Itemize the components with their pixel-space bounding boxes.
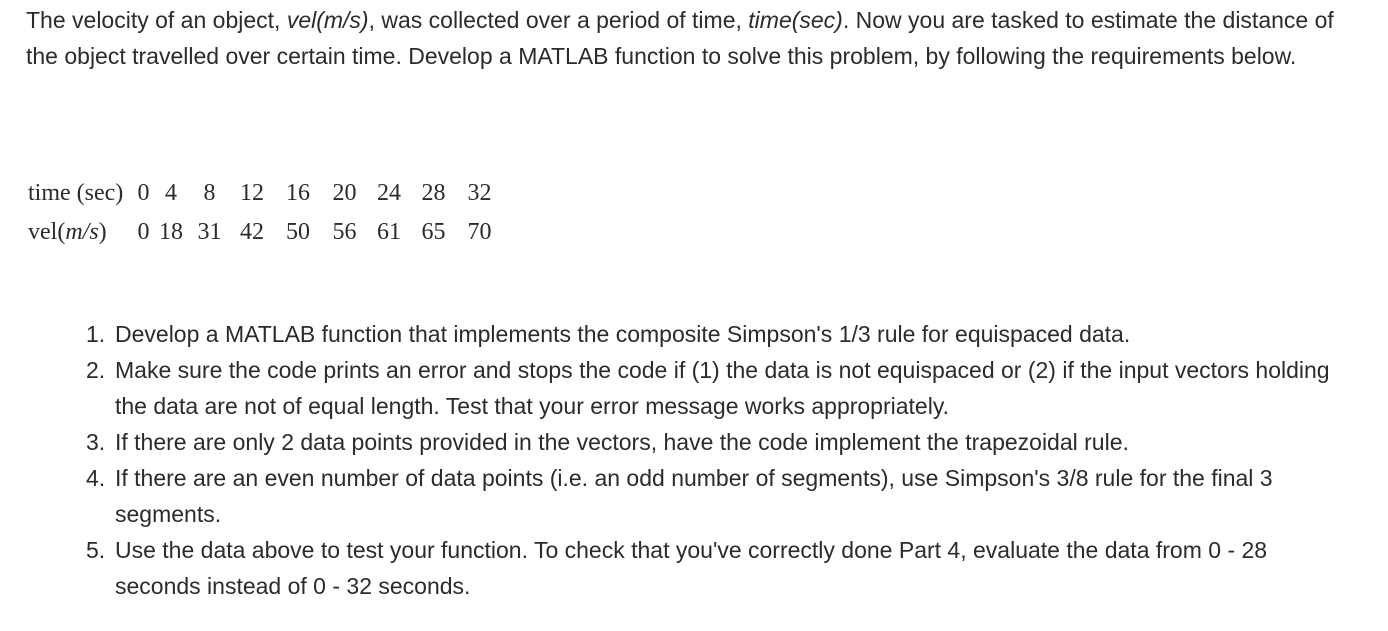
time-cell: 8 (203, 180, 216, 206)
time-cell: 32 (467, 180, 492, 206)
velocity-row (28, 213, 503, 252)
velocity-label-unit: m/s (65, 219, 99, 245)
velocity-cell: 65 (421, 219, 446, 245)
velocity-cell: 61 (377, 219, 401, 245)
data-table (28, 174, 503, 252)
velocity-cell: 56 (332, 219, 357, 245)
intro-text-1: The velocity of an object, (26, 7, 287, 33)
time-cell: 16 (286, 180, 310, 206)
requirement-item (86, 352, 1346, 424)
velocity-label-prefix: vel( (28, 219, 66, 245)
requirement-item (86, 532, 1346, 604)
requirement-number: 2. (86, 357, 106, 383)
time-variable: time(sec) (748, 7, 843, 33)
requirement-number: 5. (86, 537, 106, 563)
velocity-cell: 70 (467, 219, 492, 245)
requirement-number: 3. (86, 429, 106, 455)
velocity-variable: vel(m/s) (286, 7, 369, 33)
time-cell: 0 (137, 180, 150, 206)
velocity-cell: 0 (137, 219, 150, 245)
time-cell: 28 (421, 180, 446, 206)
intro-text-3: . Now you are tasked to estimate the distance of the object travelled over certain time. Develop a MATLAB function to solve this problem, by following the requirements below. (26, 7, 1334, 69)
time-row (28, 174, 503, 213)
velocity-cell: 42 (240, 219, 264, 245)
requirement-text: Develop a MATLAB function that implements the composite Simpson's 1/3 rule for equispaced data. (115, 321, 1131, 347)
requirement-text: Use the data above to test your function. To check that you've correctly done Part 4, evaluate the data from 0 - 28 seconds instead of 0 - 32 seconds. (115, 537, 1268, 599)
velocity-label-suffix: ) (98, 219, 107, 245)
requirement-number: 4. (86, 465, 106, 491)
time-cell: 4 (165, 180, 177, 206)
requirement-text: If there are an even number of data points (i.e. an odd number of segments), use Simpson's 3/8 rule for the final 3 segments. (115, 465, 1273, 527)
requirement-item (86, 460, 1346, 532)
time-cell: 24 (377, 180, 401, 206)
requirement-item (86, 424, 1346, 460)
requirement-item (86, 316, 1346, 352)
requirements-list (86, 316, 1346, 604)
velocity-cell: 18 (159, 219, 183, 245)
intro-text-2: , was collected over a period of time, (368, 7, 749, 33)
requirement-text: If there are only 2 data points provided in the vectors, have the code implement the trapezoidal rule. (115, 429, 1129, 455)
requirement-text: Make sure the code prints an error and stops the code if (1) the data is not equispaced or (2) if the input vectors holding the data are not of equal length. Test that your error message works appropriately. (115, 357, 1330, 419)
time-cell: 20 (332, 180, 357, 206)
velocity-cell: 31 (197, 219, 222, 245)
time-row-label: time (sec) (28, 180, 124, 206)
intro-paragraph (26, 2, 1356, 74)
time-cell: 12 (240, 180, 264, 206)
velocity-row-label (28, 213, 134, 252)
velocity-cell: 50 (286, 219, 310, 245)
requirement-number: 1. (86, 321, 106, 347)
